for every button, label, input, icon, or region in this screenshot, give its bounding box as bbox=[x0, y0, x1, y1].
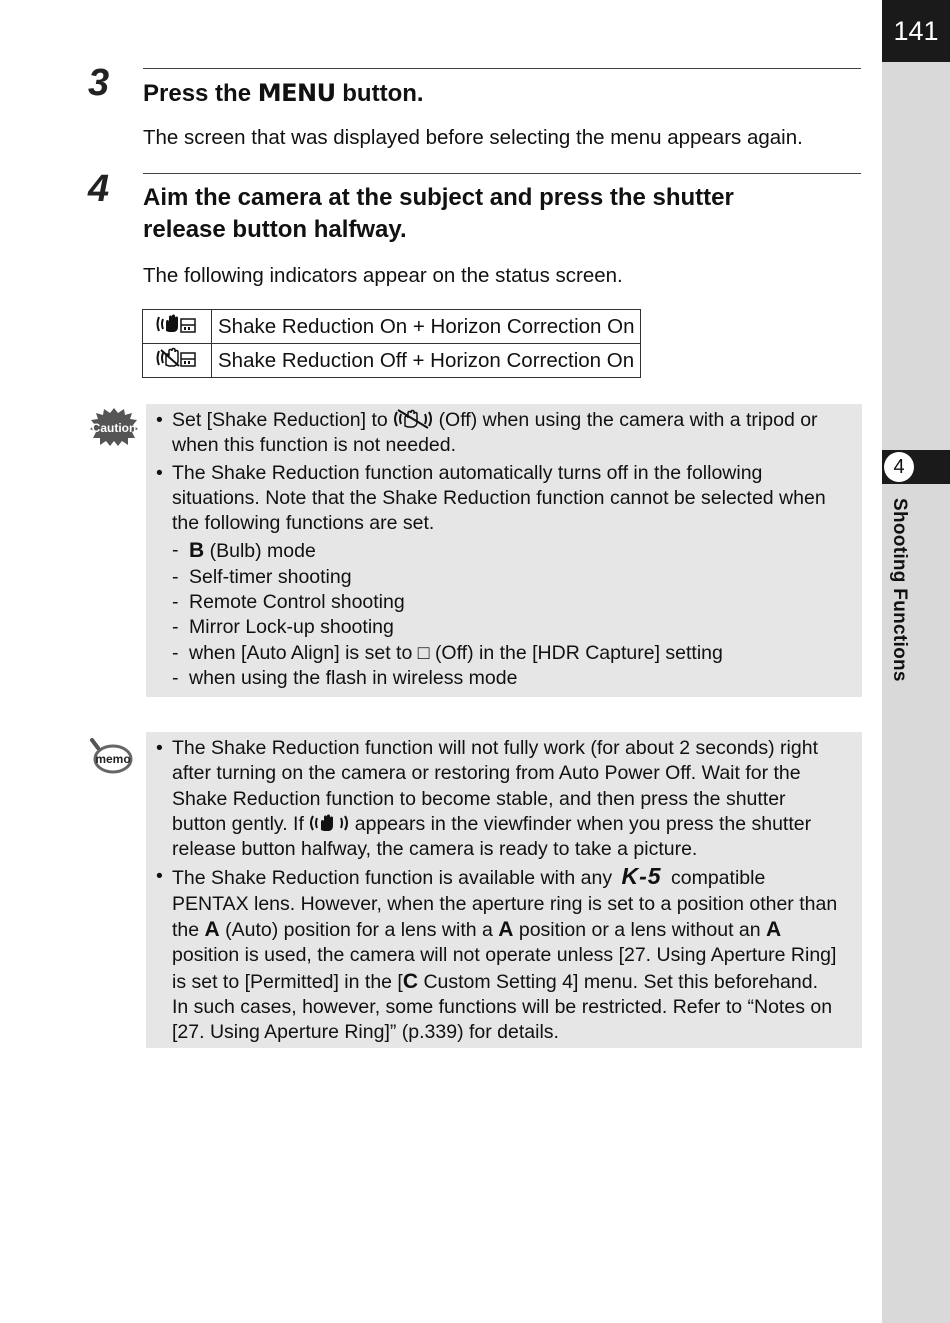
indicator-label: Shake Reduction Off + Horizon Correction On bbox=[212, 344, 641, 378]
step-3-title-prefix: Press the bbox=[143, 80, 252, 107]
step-3-number: 3 bbox=[88, 62, 110, 104]
step-4-text: The following indicators appear on the status screen. bbox=[143, 264, 623, 287]
caution-bullet: • Set [Shake Reduction] to (Off) when using the camera with a tripod or when this function is not needed. bbox=[156, 409, 818, 457]
shake-reduction-on-horizon-icon bbox=[155, 313, 199, 335]
caution-box bbox=[146, 404, 862, 697]
step-4-title-line2: release button halfway. bbox=[143, 216, 407, 243]
list-item: - Remote Control shooting bbox=[172, 591, 405, 614]
step-3-title-suffix: button. bbox=[342, 80, 424, 107]
bulb-mode-letter: B bbox=[189, 539, 205, 563]
chapter-number: 4 bbox=[884, 452, 914, 482]
hdr-off-symbol: □ bbox=[417, 641, 430, 664]
auto-a-letter: A bbox=[204, 918, 220, 942]
table-row bbox=[143, 310, 641, 344]
svg-text:Caution: Caution bbox=[91, 421, 137, 435]
step-3-text: The screen that was displayed before selecting the menu appears again. bbox=[143, 126, 803, 149]
chapter-title: Shooting Functions bbox=[889, 498, 910, 682]
memo-bullet: • The Shake Reduction function is available with any K-5 compatible PENTAX lens. However, when the aperture ring is set to a position other than the A (Auto) position for a lens with a A position or a lens without an A position is used, the camera will not operate unless [27. Using Aperture Ring] is set to [Permitted] in the [C Custom Setting 4] menu. Set this beforehand. In such cases, however, some functions will be restricted. Refer to “Notes on [27. Using Aperture Ring]” (p.339) for details. bbox=[156, 863, 838, 1044]
step-4-title bbox=[143, 182, 861, 246]
table-row bbox=[143, 344, 641, 378]
step-3-divider bbox=[143, 68, 861, 69]
memo-box bbox=[146, 732, 862, 1048]
list-item: - when [Auto Align] is set to □ (Off) in the [HDR Capture] setting bbox=[172, 641, 723, 664]
indicator-table bbox=[142, 309, 641, 378]
auto-a-letter: A bbox=[498, 918, 514, 942]
custom-c-letter: C bbox=[402, 969, 419, 993]
list-item: - B (Bulb) mode bbox=[172, 539, 316, 563]
auto-a-letter: A bbox=[766, 918, 782, 942]
shake-reduction-off-icon bbox=[393, 409, 433, 429]
indicator-icon-cell bbox=[143, 344, 212, 378]
shake-reduction-off-horizon-icon bbox=[155, 347, 199, 369]
shake-reduction-icon bbox=[309, 813, 349, 833]
memo-bullet: • The Shake Reduction function will not fully work (for about 2 seconds) right after turning on the camera or restoring from Auto Power Off. Wait for the Shake Reduction function to become stable, and then press the shutter button gently. If appears in the viewfinder when you press the shutter release button halfway, the camera is ready to take a picture. bbox=[156, 737, 818, 861]
page-number: 141 bbox=[882, 0, 950, 62]
menu-button-label: MENU bbox=[257, 79, 336, 107]
caution-bullet: • The Shake Reduction function automatically turns off in the following situations. Note that the Shake Reduction function cannot be selected when the following functions are set. bbox=[156, 461, 826, 535]
step-4-divider bbox=[143, 173, 861, 174]
svg-text:memo: memo bbox=[95, 752, 131, 766]
step-3-title bbox=[143, 77, 861, 110]
memo-icon bbox=[88, 738, 134, 776]
list-item: - Self-timer shooting bbox=[172, 565, 352, 588]
list-item: - when using the flash in wireless mode bbox=[172, 666, 518, 689]
indicator-icon-cell bbox=[143, 310, 212, 344]
step-4-title-line1: Aim the camera at the subject and press the shutter bbox=[143, 184, 734, 211]
k5-logo: K-5 bbox=[621, 863, 662, 890]
indicator-label: Shake Reduction On + Horizon Correction On bbox=[212, 310, 641, 344]
list-item: - Mirror Lock-up shooting bbox=[172, 616, 394, 639]
step-4-number: 4 bbox=[88, 168, 110, 210]
caution-icon bbox=[90, 408, 138, 446]
